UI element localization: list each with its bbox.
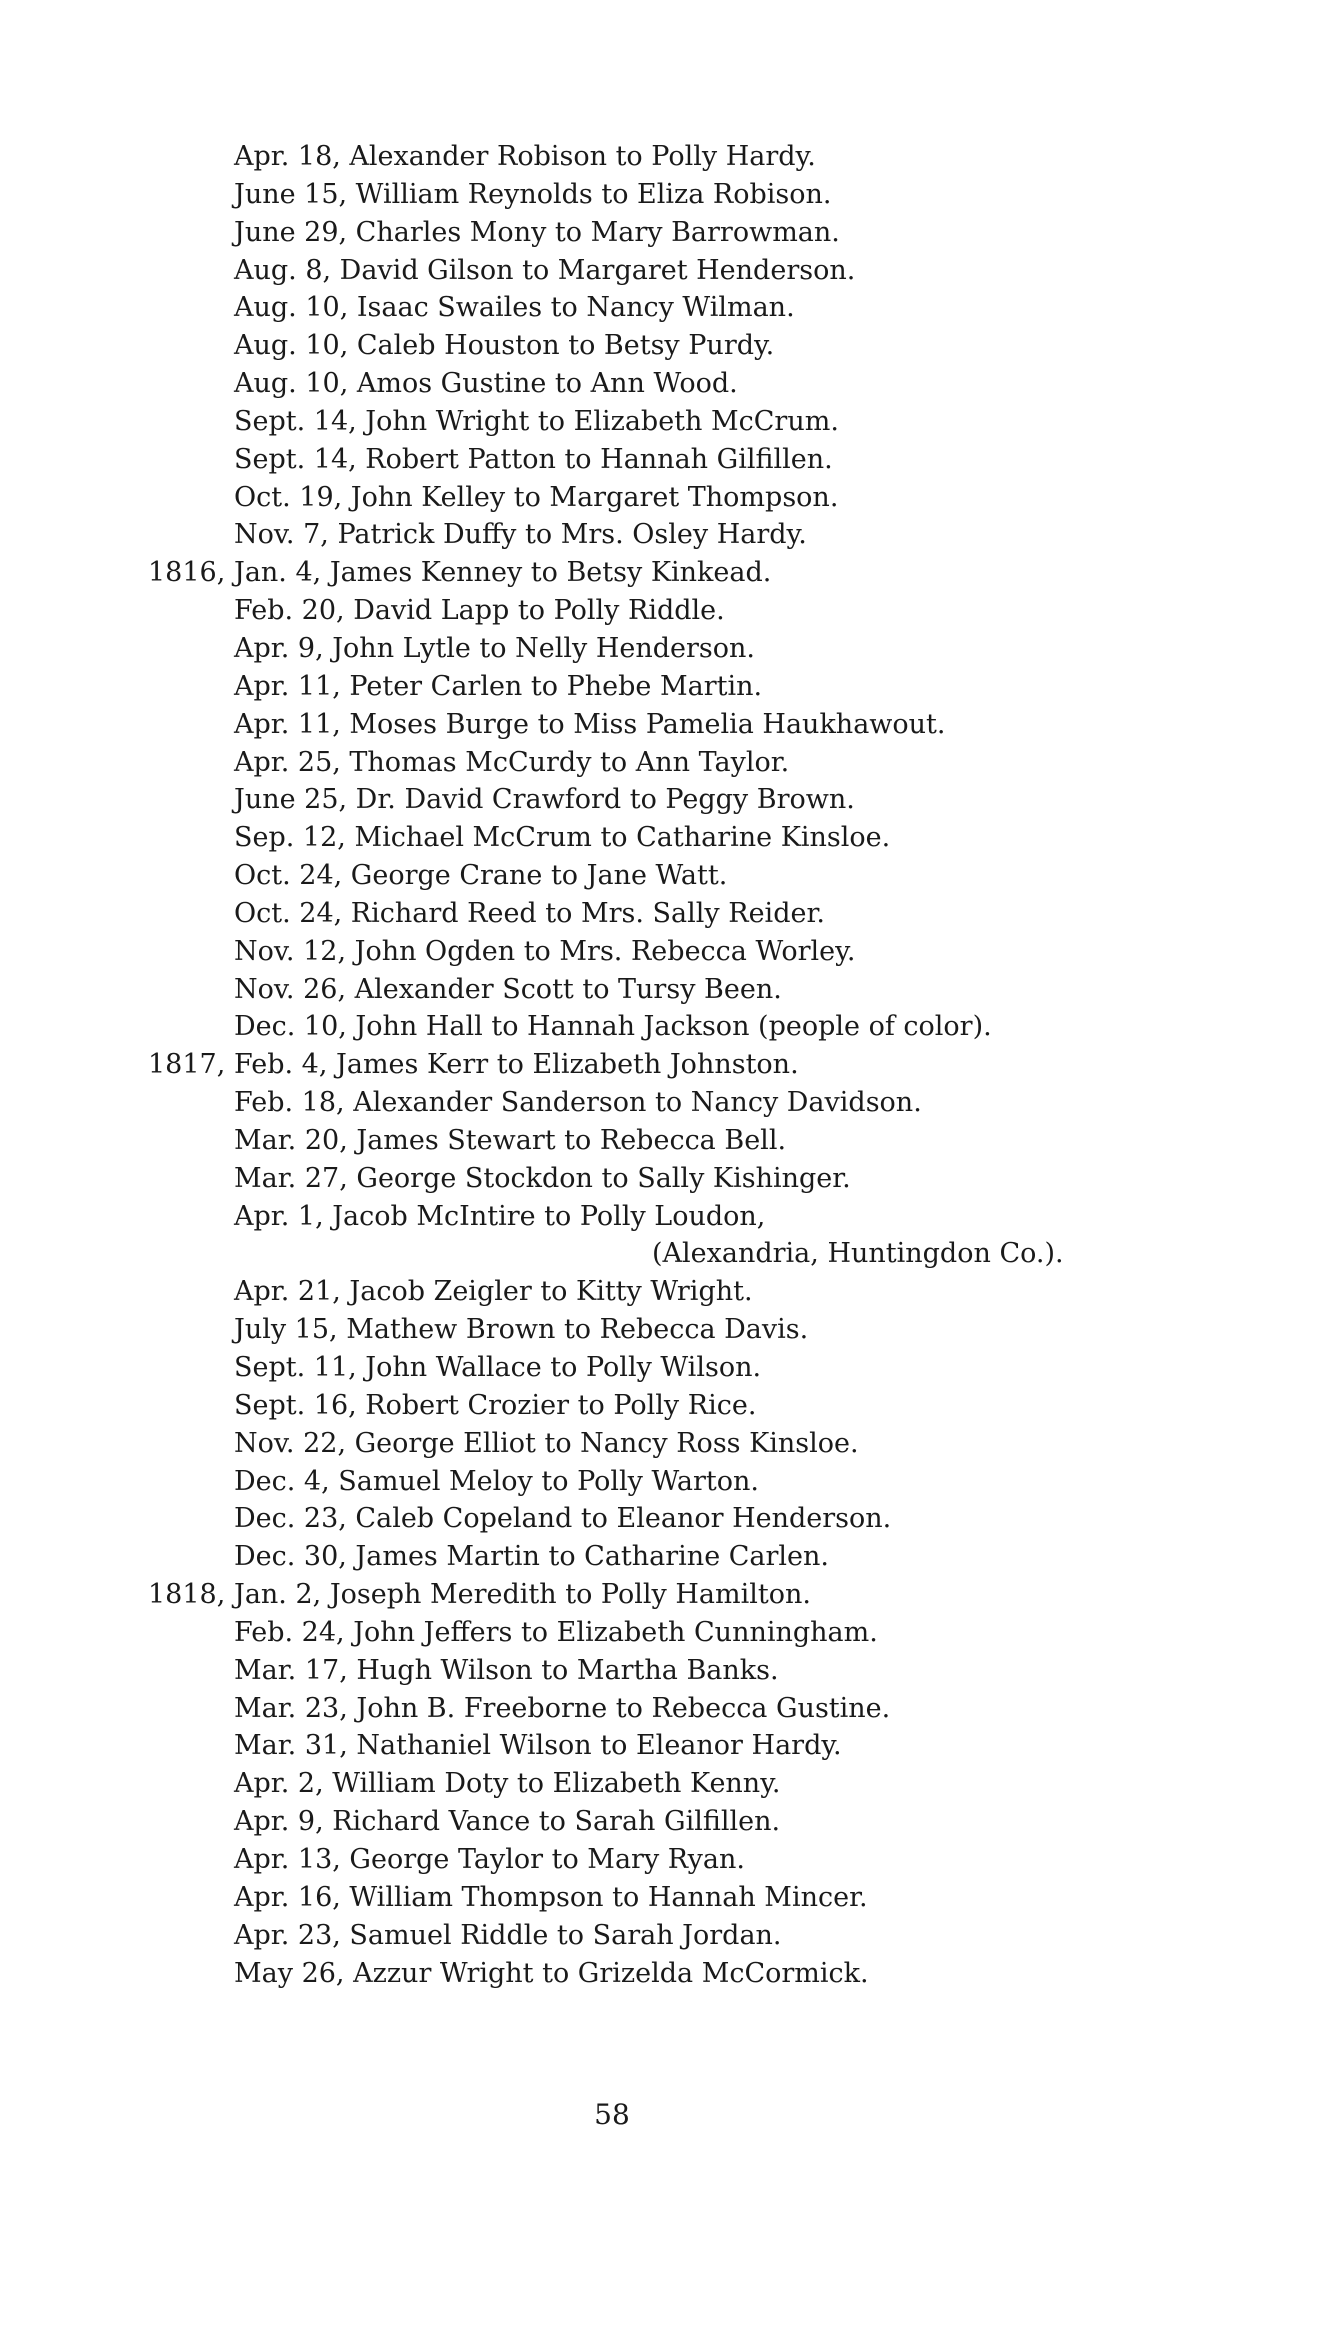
marriage-entry — [0, 1387, 1344, 1425]
entry-text: Apr. 9, John Lytle to Nelly Henderson. — [234, 632, 755, 664]
marriage-entry — [0, 1841, 1344, 1879]
entry-text: June 15, William Reynolds to Eliza Robison. — [234, 178, 832, 210]
marriage-entry — [0, 554, 1344, 592]
marriage-entry — [0, 176, 1344, 214]
entry-text: Aug. 10, Caleb Houston to Betsy Purdy. — [234, 330, 775, 362]
marriage-entry — [0, 1046, 1344, 1084]
marriage-entry — [0, 1765, 1344, 1803]
marriage-entry — [0, 1576, 1344, 1614]
marriage-entry — [0, 214, 1344, 252]
entry-text: Jan. 4, James Kenney to Betsy Kinkead. — [234, 557, 772, 589]
marriage-entry — [0, 1917, 1344, 1955]
entry-text: Oct. 24, Richard Reed to Mrs. Sally Reider. — [234, 897, 825, 929]
marriage-entry — [0, 1311, 1344, 1349]
marriage-entry — [0, 403, 1344, 441]
entry-text: Sept. 14, Robert Patton to Hannah Gilfillen. — [234, 443, 833, 475]
marriage-entry — [0, 1349, 1344, 1387]
marriage-entry — [0, 365, 1344, 403]
entry-text: Nov. 26, Alexander Scott to Tursy Been. — [234, 973, 782, 1005]
entry-text: Mar. 20, James Stewart to Rebecca Bell. — [234, 1124, 787, 1156]
marriage-entry — [0, 1727, 1344, 1765]
marriage-entry — [0, 630, 1344, 668]
marriage-entry — [0, 289, 1344, 327]
entry-text: Dec. 4, Samuel Meloy to Polly Warton. — [234, 1465, 759, 1497]
entry-text: Mar. 31, Nathaniel Wilson to Eleanor Hardy. — [234, 1730, 842, 1762]
entry-text: May 26, Azzur Wright to Grizelda McCormick. — [234, 1957, 869, 1989]
entry-text: Apr. 1, Jacob McIntire to Polly Loudon, — [234, 1200, 766, 1232]
marriage-entry — [0, 857, 1344, 895]
marriage-entry — [0, 933, 1344, 971]
entry-continuation: (Alexandria, Huntingdon Co.). — [652, 1238, 1064, 1270]
year-label: 1818, — [148, 1579, 226, 1611]
entry-text: Sept. 16, Robert Crozier to Polly Rice. — [234, 1389, 757, 1421]
marriage-entry — [0, 138, 1344, 176]
marriage-entry — [0, 1955, 1344, 1993]
entry-text: Dec. 10, John Hall to Hannah Jackson (people of color). — [234, 1011, 992, 1043]
marriage-entry — [0, 1538, 1344, 1576]
entry-text: June 25, Dr. David Crawford to Peggy Brown. — [234, 784, 855, 816]
entry-text: Apr. 21, Jacob Zeigler to Kitty Wright. — [234, 1276, 753, 1308]
entry-text: Nov. 12, John Ogden to Mrs. Rebecca Worley. — [234, 935, 856, 967]
marriage-entry — [0, 1425, 1344, 1463]
marriage-entry — [0, 479, 1344, 517]
marriage-entry — [0, 668, 1344, 706]
marriage-entry — [0, 327, 1344, 365]
entry-text: Apr. 11, Moses Burge to Miss Pamelia Haukhawout. — [234, 708, 946, 740]
page-number: 58 — [594, 2098, 630, 2131]
entry-text: Apr. 25, Thomas McCurdy to Ann Taylor. — [234, 746, 790, 778]
marriage-entry — [0, 516, 1344, 554]
entry-text: Nov. 22, George Elliot to Nancy Ross Kinsloe. — [234, 1427, 859, 1459]
marriage-entry — [0, 744, 1344, 782]
entry-text: Sept. 11, John Wallace to Polly Wilson. — [234, 1352, 762, 1383]
entry-text: Aug. 10, Amos Gustine to Ann Wood. — [234, 368, 738, 400]
marriage-entry — [0, 895, 1344, 933]
marriage-record-list — [0, 138, 1344, 1992]
entry-text: Oct. 24, George Crane to Jane Watt. — [234, 860, 728, 892]
entry-text: Apr. 23, Samuel Riddle to Sarah Jordan. — [234, 1919, 782, 1951]
entry-text: Apr. 18, Alexander Robison to Polly Hardy. — [234, 141, 816, 172]
entry-text: Mar. 27, George Stockdon to Sally Kishinger. — [234, 1162, 851, 1194]
entry-text: June 29, Charles Mony to Mary Barrowman. — [234, 216, 840, 248]
entry-text: Feb. 4, James Kerr to Elizabeth Johnston. — [234, 1049, 799, 1081]
year-label: 1817, — [148, 1049, 226, 1081]
marriage-entry — [0, 592, 1344, 630]
marriage-entry — [0, 441, 1344, 479]
entry-text: Feb. 20, David Lapp to Polly Riddle. — [234, 595, 725, 627]
entry-text: Apr. 16, William Thompson to Hannah Mincer. — [234, 1881, 868, 1913]
entry-text: Apr. 2, William Doty to Elizabeth Kenny. — [234, 1768, 781, 1800]
entry-text: Dec. 23, Caleb Copeland to Eleanor Henderson. — [234, 1503, 892, 1535]
entry-text: Mar. 23, John B. Freeborne to Rebecca Gustine. — [234, 1692, 891, 1724]
marriage-entry — [0, 1273, 1344, 1311]
marriage-entry — [0, 1008, 1344, 1046]
entry-text: Nov. 7, Patrick Duffy to Mrs. Osley Hardy. — [234, 519, 807, 551]
marriage-entry — [0, 1500, 1344, 1538]
marriage-entry — [0, 1879, 1344, 1917]
marriage-entry — [0, 706, 1344, 744]
entry-text: Dec. 30, James Martin to Catharine Carlen. — [234, 1541, 830, 1573]
marriage-entry — [0, 781, 1344, 819]
entry-text: Apr. 9, Richard Vance to Sarah Gilfillen. — [234, 1806, 781, 1838]
entry-text: July 15, Mathew Brown to Rebecca Davis. — [234, 1314, 809, 1346]
marriage-entry — [0, 1235, 1344, 1273]
entry-text: Sept. 14, John Wright to Elizabeth McCrum. — [234, 405, 839, 437]
marriage-entry — [0, 819, 1344, 857]
marriage-entry — [0, 252, 1344, 290]
marriage-entry — [0, 971, 1344, 1009]
entry-text: Apr. 13, George Taylor to Mary Ryan. — [234, 1843, 745, 1875]
entry-text: Oct. 19, John Kelley to Margaret Thompson. — [234, 481, 839, 513]
entry-text: Feb. 18, Alexander Sanderson to Nancy Davidson. — [234, 1087, 922, 1119]
marriage-entry — [0, 1690, 1344, 1728]
entry-text: Feb. 24, John Jeffers to Elizabeth Cunningham. — [234, 1616, 878, 1648]
marriage-entry — [0, 1122, 1344, 1160]
entry-text: Aug. 8, David Gilson to Margaret Henderson. — [234, 254, 856, 286]
marriage-entry — [0, 1198, 1344, 1236]
marriage-entry — [0, 1614, 1344, 1652]
entry-text: Apr. 11, Peter Carlen to Phebe Martin. — [234, 670, 763, 702]
entry-text: Jan. 2, Joseph Meredith to Polly Hamilton. — [234, 1579, 811, 1611]
marriage-entry — [0, 1803, 1344, 1841]
marriage-entry — [0, 1652, 1344, 1690]
marriage-entry — [0, 1463, 1344, 1501]
entry-text: Sep. 12, Michael McCrum to Catharine Kinsloe. — [234, 822, 891, 854]
marriage-entry — [0, 1160, 1344, 1198]
year-label: 1816, — [148, 557, 226, 589]
entry-text: Aug. 10, Isaac Swailes to Nancy Wilman. — [234, 292, 795, 324]
marriage-entry — [0, 1084, 1344, 1122]
entry-text: Mar. 17, Hugh Wilson to Martha Banks. — [234, 1654, 779, 1686]
